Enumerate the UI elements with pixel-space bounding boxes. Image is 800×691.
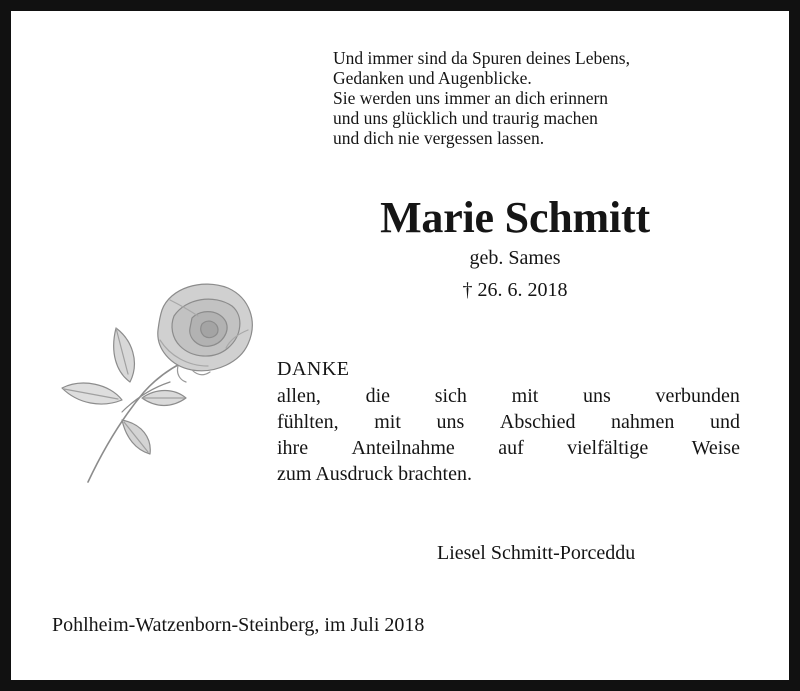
poem-line: Gedanken und Augenblicke. (333, 68, 532, 88)
thanks-message (277, 383, 740, 487)
thanks-line (277, 409, 740, 435)
thanks-word: vielfältige (567, 437, 649, 459)
thanks-word: uns (583, 385, 611, 407)
poem-verse (333, 48, 630, 148)
thanks-word: Weise (691, 437, 740, 459)
thanks-word: sich (434, 385, 467, 407)
poem-line: und uns glücklich und traurig machen (333, 108, 598, 128)
thanks-word: Abschied (499, 411, 576, 433)
thanks-word: verbunden (655, 385, 740, 407)
poem-line: und dich nie vergessen lassen. (333, 128, 545, 148)
thanks-word: mit (374, 411, 401, 433)
thanks-word: und (709, 411, 740, 433)
deceased-name: Marie Schmitt (380, 193, 650, 242)
thanks-line (277, 435, 740, 461)
thanks-word: die (365, 385, 391, 407)
poem-line: Sie werden uns immer an dich erinnern (333, 88, 609, 108)
signature: Liesel Schmitt-Porceddu (437, 542, 636, 564)
thanks-word: uns (436, 411, 465, 433)
place-and-date: Pohlheim-Watzenborn-Steinberg, im Juli 2018 (52, 614, 425, 636)
thanks-word: Anteilnahme (351, 437, 455, 459)
thanks-heading: DANKE (277, 358, 350, 380)
thanks-line: zum Ausdruck brachten. (277, 463, 472, 485)
maiden-name: geb. Sames (469, 247, 561, 269)
death-date: † 26. 6. 2018 (462, 279, 568, 301)
thanks-word: allen, (277, 385, 321, 407)
thanks-word: ihre (277, 437, 309, 459)
thanks-line (277, 383, 740, 409)
thanks-word: auf (498, 437, 524, 459)
thanks-word: mit (511, 385, 539, 407)
poem-line: Und immer sind da Spuren deines Lebens, (333, 48, 630, 68)
thanks-word: fühlten, (277, 411, 339, 433)
thanks-word: nahmen (611, 411, 675, 433)
rose-icon (52, 270, 272, 490)
